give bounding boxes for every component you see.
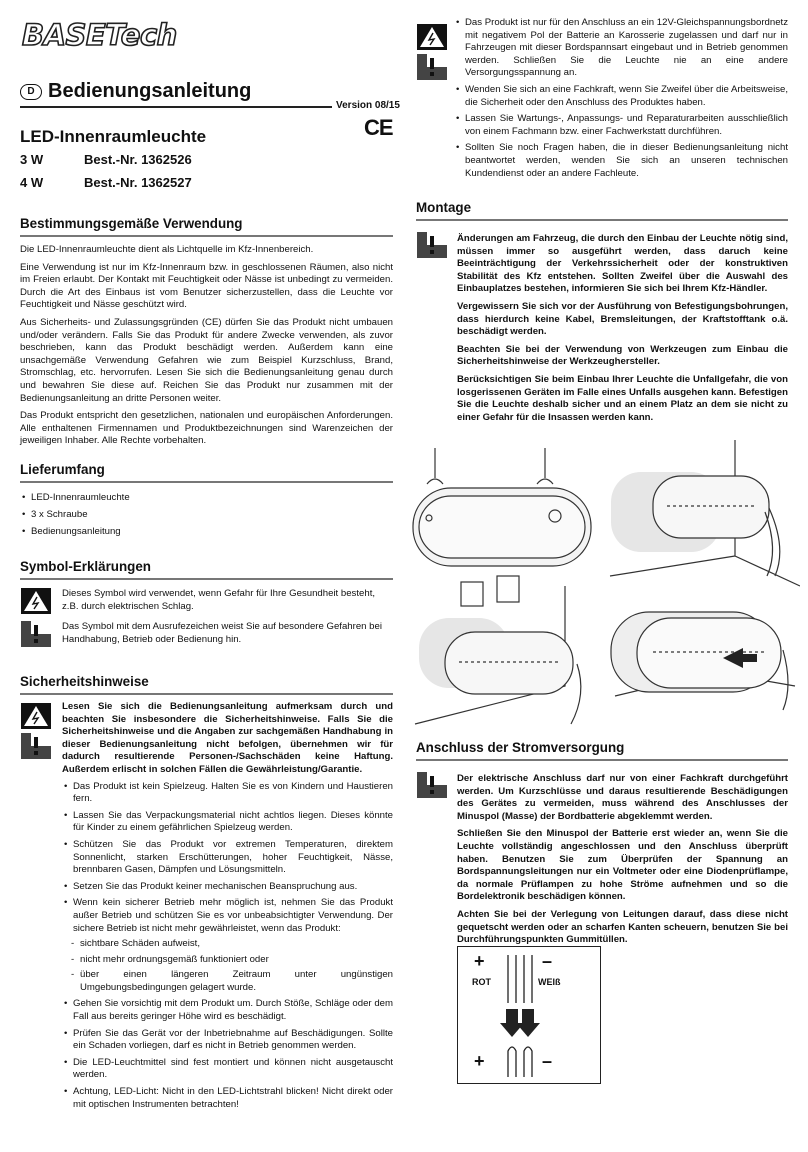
list-item: • 3 x Schraube: [20, 506, 393, 523]
list-item: • Lassen Sie Wartungs-, Anpassungs- und Reparaturarbeiten ausschließlich von einem Fachmann bzw. einer Fachwerkstatt durchführen.: [454, 113, 788, 138]
safety-intro: Lesen Sie sich die Bedienungsanleitung aufmerksam durch und beachten Sie insbesondere die Sicherheitshinweise. Falls Sie die Sicherheitshinweise und die Angaben zur sachgemäßen Handhabung in dieser Bedienungsanleitung nicht befolgen, übernehmen wir für dadurch resultierende Personen-/Sachschäden keine Haftung. Außerdem erlischt in solchen Fällen die Gewährleistung/Garantie.: [62, 701, 393, 775]
delivery-rule: [20, 481, 393, 483]
list-item: - über einen längeren Zeitraum unter ungünstigen Umgebungsbedingungen gelagert wurde.: [62, 969, 393, 994]
title-rule: [20, 106, 332, 108]
exclamation-icon: [417, 772, 447, 798]
list-item: • Schützen Sie das Produkt vor extremen Temperaturen, direktem Sonnenlicht, starken Erschütterungen, hoher Feuchtigkeit, Nässe, brennbaren Gasen, Dämpfen und Lösungsmitteln.: [62, 839, 393, 877]
exclamation-icon: [417, 54, 447, 80]
list-item: • Die LED-Leuchtmittel sind fest montiert und können nicht ausgetauscht werden.: [62, 1057, 393, 1082]
plus-bottom-label: +: [474, 1051, 485, 1071]
minus-bottom-label: –: [542, 1051, 553, 1071]
safety-rule: [20, 693, 393, 695]
delivery-title: Lieferumfang: [20, 462, 105, 477]
product-row-4w: 4 W Best.-Nr. 1362527: [20, 175, 192, 190]
power-body: Der elektrische Anschluss darf nur von einer Fachkraft durchgeführt werden. Um Kurzschlüsse und daraus resultierende Beschädigungen des Gerätes zu vermeiden, muss während des Anschlusses der Minuspol (Masse) der Bordbatterie abgeklemmt werden. Schließen Sie den Minuspol der Batterie erst wieder an, wenn Sie die Leuchte vollständig angeschlossen und den Anschluss überprüft haben. Benutzen Sie zum Überprüfen der Spannung an Bordspannungsleitungen nur ein Voltmeter oder eine Diodenprüflampe, da normale Prüflampen zu hohe Ströme aufnehmen und so die Bordelektronik beschädigen können. Achten Sie bei der Verlegung von Leitungen darauf, dass diese nicht gequetscht werden oder an scharfen Kanten scheuern, benutzen Sie bei Durchführungspunkten Gummitüllen.: [457, 773, 788, 946]
doc-title-row: [20, 80, 251, 103]
wire-arrows-graphic: [458, 947, 600, 1083]
safety-body: [62, 701, 393, 1111]
intended-use-title: Bestimmungsgemäße Verwendung: [20, 216, 243, 231]
list-item: • Sollten Sie noch Fragen haben, die in dieser Bedienungsanleitung nicht beantwortet werden, wenden Sie sich an unseren technischen Kundendienst oder an andere Fachleute.: [454, 142, 788, 180]
exclamation-text: Das Symbol mit dem Ausrufezeichen weist Sie auf besondere Gefahren bei Handhabung, Betrieb oder Bedienung hin.: [62, 621, 382, 645]
wiring-diagram: [457, 946, 601, 1084]
list-item: • Prüfen Sie das Gerät vor der Inbetriebnahme auf Beschädigungen. Sollte ein Schaden vorliegen, darf es nicht in Betrieb genommen werden.: [62, 1028, 393, 1053]
exclamation-icon: [21, 733, 51, 759]
power-rule: [416, 759, 788, 761]
minus-top-label: –: [542, 951, 553, 971]
ce-mark: CE: [364, 115, 393, 140]
list-item: • Bedienungsanleitung: [20, 523, 393, 540]
list-item: • Wenden Sie sich an eine Fachkraft, wenn Sie Zweifel über die Arbeitsweise, die Sicherheit oder den Anschluss des Produktes haben.: [454, 84, 788, 109]
list-item: • Setzen Sie das Produkt keiner mechanischen Beanspruchung aus.: [62, 881, 393, 894]
mounting-body: Änderungen am Fahrzeug, die durch den Einbau der Leuchte nötig sind, müssen immer so ausgeführt werden, dass daruch keine Beeinträchtigung der Verkehrssicherheit oder der konstruktiven Stabilität des Kfz entstehen. Sollten Zweifel über die Auswahl des Einbauplatzes bestehen, informieren Sie sich bei Ihrem Kfz-Händler. Vergewissern Sie sich vor der Ausführung von Befestigungsbohrungen, dass hierdurch keine Kabel, Bremsleitungen, der Kraftstofftank o.ä. beschädigt werden. Beachten Sie bei der Verwendung von Werkzeugen zum Einbau die Sicherheitshinweise der Werkzeughersteller. Berücksichtigen Sie beim Einbau Ihrer Leuchte die Unfallgefahr, die von losgerissenen Geräten im Falle eines Unfalls ausgehen kann. Befestigen Sie die Leuchte deshalb sicher und an einem Platz an dem sie nicht zu einer Gefahr für die Insassen werden kann.: [457, 233, 788, 423]
list-item: • Das Produkt ist nur für den Anschluss an ein 12V-Gleichspannungsbordnetz mit negativem Pol der Batterie an Karosserie zugelassen und darf nur in Fahrzeugen mit dieser Bordspannsart eingebaut und in Betrieb genommen werden. Schließen Sie die Leuchte nie an eine andere Versorgungsspannung an.: [454, 17, 788, 80]
list-item: • Gehen Sie vorsichtig mit dem Produkt um. Durch Stöße, Schläge oder dem Fall aus bereits geringer Höhe wird es beschädigt.: [62, 998, 393, 1023]
product-row-3w: 3 W Best.-Nr. 1362526: [20, 152, 192, 167]
lightning-text: Dieses Symbol wird verwendet, wenn Gefahr für Ihre Gesundheit besteht, z.B. durch elektrischen Schlag.: [62, 588, 376, 612]
power-title: Anschluss der Stromversorgung: [416, 740, 625, 755]
list-item: - sichtbare Schäden aufweist,: [62, 938, 393, 951]
mounting-rule: [416, 219, 788, 221]
doc-title: Bedienungsanleitung: [48, 80, 252, 102]
mounting-illustration: [405, 436, 800, 732]
lightning-icon: [417, 24, 447, 50]
rot-label: ROT: [472, 977, 491, 987]
list-item: • Wenn kein sicherer Betrieb mehr möglich ist, nehmen Sie das Produkt außer Betrieb und schützen Sie es vor unbeabsichtigter Verwendung. Der sichere Betrieb ist nicht mehr gewährleistet, wenn das Produkt:: [62, 897, 393, 935]
symbols-title: Symbol-Erklärungen: [20, 559, 151, 574]
symbols-rule: [20, 578, 393, 580]
intended-use-body: Die LED-Innenraumleuchte dient als Lichtquelle im Kfz-Innenbereich. Eine Verwendung ist nur im Kfz-Innenraum bzw. in geschlossenen Räumen, also nicht im Freien erlaubt. Der Kontakt mit Feuchtigkeit oder Nässe ist unbedingt zu vermeiden. Durch die Art des Einbaus ist vom Benutzer sicherzustellen, dass die Leuchte vor Feuchtigkeit und Nässe geschützt wird. Aus Sicherheits- und Zulassungsgründen (CE) dürfen Sie das Produkt nicht umbauen und/oder verändern. Falls Sie das Produkt für andere Zwecke verwenden, als zuvor beschrieben, kann das Produkt beschädigt werden. Außerdem kann eine unsachgemäße Verwendung Gefahren wie zum Beispiel Kurzschluss, Brand, Stromschlag, etc. hervorrufen. Lesen Sie sich die Bedienungsanleitung genau durch und bewahren Sie diese auf. Reichen Sie das Produkt nur zusammen mit der Bedienungsanleitung an dritte Personen weiter. Das Produkt entspricht den gesetzlichen, nationalen und europäischen Anforderungen. Alle enthaltenen Firmennamen und Produktbezeichnungen sind Warenzeichen der jeweiligen Inhaber. Alle Rechte vorbehalten.: [20, 244, 393, 447]
list-item: • LED-Innenraumleuchte: [20, 489, 393, 506]
lightning-icon: [21, 703, 51, 729]
list-item: • Lassen Sie das Verpackungsmaterial nicht achtlos liegen. Dieses könnte für Kinder zu einem gefährlichen Spielzeug werden.: [62, 810, 393, 835]
safety-right-list: [454, 17, 788, 180]
intended-use-rule: [20, 235, 393, 237]
brand-logo: BASETech: [22, 18, 177, 52]
mounting-title: Montage: [416, 200, 472, 215]
list-item: - nicht mehr ordnungsgemäß funktioniert oder: [62, 954, 393, 967]
weiss-label: WEIß: [538, 977, 561, 987]
list-item: • Achtung, LED-Licht: Nicht in den LED-Lichtstrahl blicken! Nicht direkt oder mit optischen Instrumenten betrachten!: [62, 1086, 393, 1111]
plus-top-label: +: [474, 951, 485, 971]
version-label: Version 08/15: [336, 100, 400, 111]
safety-title: Sicherheitshinweise: [20, 674, 149, 689]
exclamation-icon: [21, 621, 51, 647]
delivery-list: [20, 489, 393, 540]
lightning-icon: [21, 588, 51, 614]
exclamation-icon: [417, 232, 447, 258]
language-badge: D: [20, 84, 42, 100]
product-name: LED-Innenraumleuchte: [20, 127, 207, 146]
list-item: • Das Produkt ist kein Spielzeug. Halten Sie es von Kindern und Haustieren fern.: [62, 781, 393, 806]
